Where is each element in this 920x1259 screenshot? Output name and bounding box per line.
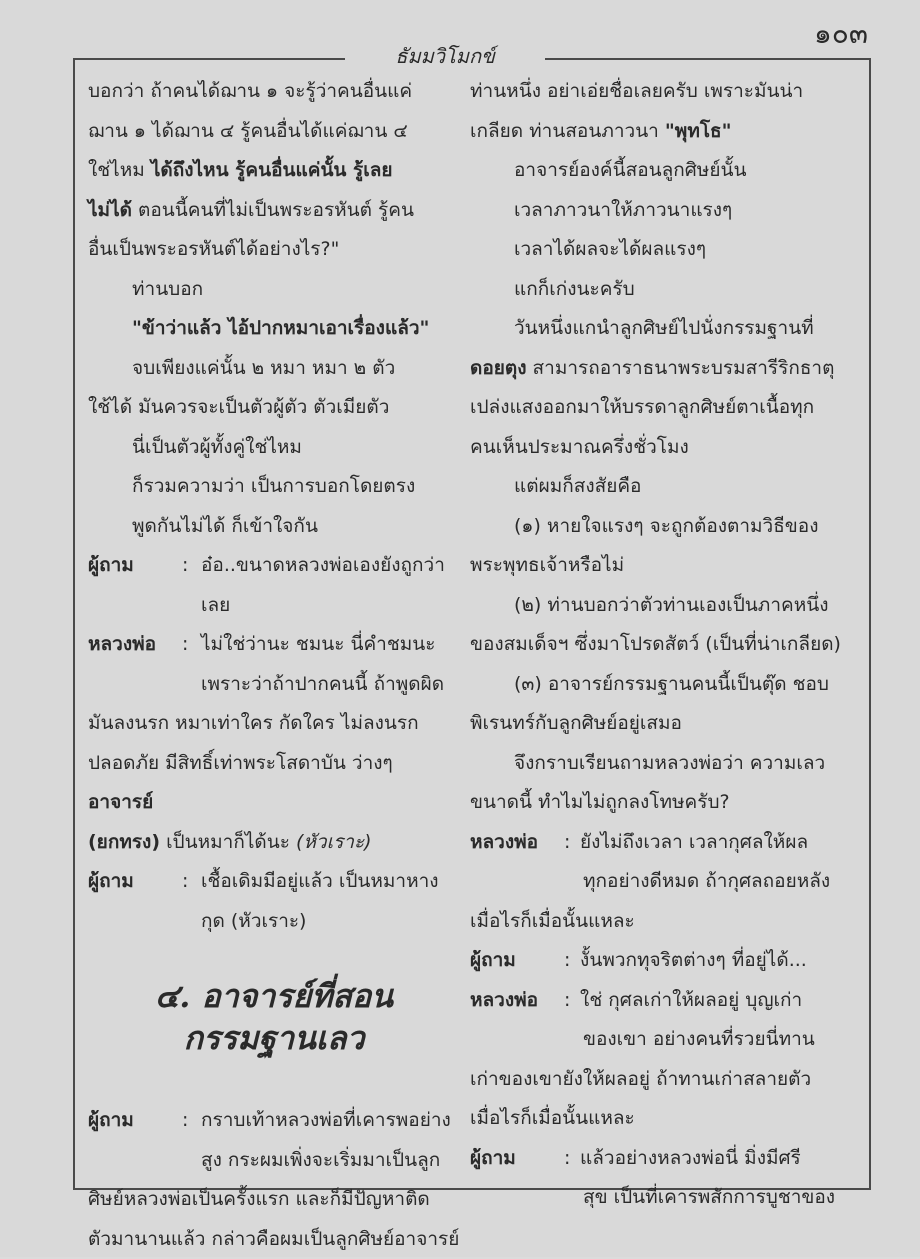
text-line: (๓) อาจารย์กรรมฐานคนนี้เป็นตุ๊ด ชอบ: [470, 665, 850, 705]
speaker-label: หลวงพ่อ: [470, 981, 564, 1021]
bold-phrase: ดอยตุง: [470, 357, 527, 379]
text-line: ท่านหนึ่ง อย่าเอ่ยชื่อเลยครับ เพราะมันน่า: [470, 72, 850, 112]
text-line: จึงกราบเรียนถามหลวงพ่อว่า ความเลว: [470, 744, 850, 784]
text-line: เวลาภาวนาให้ภาวนาแรงๆ: [470, 191, 850, 231]
text-line: ไม่ได้ ตอนนี้คนที่ไม่เป็นพระอรหันต์ รู้คน: [88, 191, 460, 231]
dialogue-line: มันลงนรก หมาเท่าใคร กัดใคร ไม่ลงนรก: [88, 704, 460, 744]
dialogue-line: สุข เป็นที่เคารพสักการบูชาของ: [470, 1178, 850, 1218]
dialogue-line: หลวงพ่อ : ไม่ใช่ว่านะ ชมนะ นี่คำชมนะ: [88, 625, 460, 665]
text-line: แต่ผมก็สงสัยคือ: [470, 467, 850, 507]
text-line: นี่เป็นตัวผู้ทั้งคู่ใช่ไหม: [88, 428, 460, 468]
text-line: พูดกันไม่ได้ ก็เข้าใจกัน: [88, 507, 460, 547]
dialogue-line: ผู้ถาม : อ๋อ..ขนาดหลวงพ่อเองยังถูกว่า: [88, 546, 460, 586]
dialogue-line: (ยกทรง) เป็นหมาก็ได้นะ (หัวเราะ): [88, 823, 460, 863]
text-line: บอกว่า ถ้าคนได้ฌาน ๑ จะรู้ว่าคนอื่นแค่: [88, 72, 460, 112]
text-line: เวลาได้ผลจะได้ผลแรงๆ: [470, 230, 850, 270]
speaker-label: ผู้ถาม: [88, 546, 182, 586]
dialogue-line: เลย: [88, 586, 460, 626]
dialogue-line: ทุกอย่างดีหมด ถ้ากุศลถอยหลัง: [470, 862, 850, 902]
speaker-label: หลวงพ่อ: [470, 823, 564, 863]
text-line: แกก็เก่งนะครับ: [470, 270, 850, 310]
dialogue-line: ผู้ถาม : เชื้อเดิมมีอยู่แล้ว เป็นหมาหาง: [88, 862, 460, 902]
dialogue-line: เมื่อไรก็เมื่อนั้นแหละ: [470, 1099, 850, 1139]
text-line: เกลียด ท่านสอนภาวนา "พุทโธ": [470, 112, 850, 152]
bold-phrase: ได้ถึงไหน รู้คนอื่นแค่นั้น รู้เลย: [151, 159, 393, 181]
dialogue-line: สูง กระผมเพิ่งจะเริ่มมาเป็นลูก: [88, 1141, 460, 1181]
text-line: ก็รวมความว่า เป็นการบอกโดยตรง: [88, 467, 460, 507]
dialogue-line: ของเขา อย่างคนที่รวยนี่ทาน: [470, 1020, 850, 1060]
dialogue-line: กุด (หัวเราะ): [88, 902, 460, 942]
bold-phrase: "พุทโธ": [665, 120, 732, 142]
text-line: (๑) หายใจแรงๆ จะถูกต้องตามวิธีของ: [470, 507, 850, 547]
text-line: ท่านบอก: [88, 270, 460, 310]
dialogue-line: ตัวมานานแล้ว กล่าวคือผมเป็นลูกศิษย์อาจารย์: [88, 1220, 460, 1259]
dialogue-line: ผู้ถาม : งั้นพวกทุจริตต่างๆ ที่อยู่ได้...: [470, 941, 850, 981]
text-line: ใช้ได้ มันควรจะเป็นตัวผู้ตัว ตัวเมียตัว: [88, 388, 460, 428]
dialogue-line: ปลอดภัย มีสิทธิ์เท่าพระโสดาบัน ว่างๆ อาจารย์: [88, 744, 460, 823]
text-line: พระพุทธเจ้าหรือไม่: [470, 546, 850, 586]
text-line: ดอยตุง สามารถอาราธนาพระบรมสารีริกธาตุ: [470, 349, 850, 389]
dialogue-line: เก่าของเขายังให้ผลอยู่ ถ้าทานเก่าสลายตัว: [470, 1060, 850, 1100]
page-number: ๑๐๓: [814, 12, 868, 56]
bold-phrase: อาจารย์: [88, 791, 153, 813]
dialogue-line: เพราะว่าถ้าปากคนนี้ ถ้าพูดผิด: [88, 665, 460, 705]
text-line: ของสมเด็จฯ ซึ่งมาโปรดสัตว์ (เป็นที่น่าเกลียด): [470, 625, 850, 665]
speaker-label: หลวงพ่อ: [88, 625, 182, 665]
speaker-label: ผู้ถาม: [88, 1101, 182, 1141]
dialogue-line: ศิษย์หลวงพ่อเป็นครั้งแรก และก็มีปัญหาติด: [88, 1180, 460, 1220]
text-line: ใช่ไหม ได้ถึงไหน รู้คนอื่นแค่นั้น รู้เลย: [88, 151, 460, 191]
italic-aside: (หัวเราะ): [296, 831, 372, 853]
dialogue-line: ผู้ถาม : กราบเท้าหลวงพ่อที่เคารพอย่าง: [88, 1101, 460, 1141]
text-line: ฌาน ๑ ได้ฌาน ๔ รู้คนอื่นได้แค่ฌาน ๔: [88, 112, 460, 152]
text-line: ขนาดนี้ ทำไมไม่ถูกลงโทษครับ?: [470, 783, 850, 823]
text-line: จบเพียงแค่นั้น ๒ หมา หมา ๒ ตัว: [88, 349, 460, 389]
dialogue-line: หลวงพ่อ : ยังไม่ถึงเวลา เวลากุศลให้ผล: [470, 823, 850, 863]
dialogue-line: เมื่อไรก็เมื่อนั้นแหละ: [470, 902, 850, 942]
right-column: [470, 72, 850, 1218]
text-line: (๒) ท่านบอกว่าตัวท่านเองเป็นภาคหนึ่ง: [470, 586, 850, 626]
chapter-title: ๔. อาจารย์ที่สอน กรรมฐานเลว: [88, 975, 460, 1059]
speaker-label: ผู้ถาม: [470, 1139, 564, 1179]
running-head: ธัมมวิโมกข์: [345, 40, 545, 72]
text-line: เปล่งแสงออกมาให้บรรดาลูกศิษย์ตาเนื้อทุก: [470, 388, 850, 428]
text-line: วันหนึ่งแกนำลูกศิษย์ไปนั่งกรรมฐานที่: [470, 309, 850, 349]
left-column: [88, 72, 460, 1259]
dialogue-line: ผู้ถาม : แล้วอย่างหลวงพ่อนี่ มิ่งมีศรี: [470, 1139, 850, 1179]
speaker-label: ผู้ถาม: [470, 941, 564, 981]
text-line: พิเรนทร์กับลูกศิษย์อยู่เสมอ: [470, 704, 850, 744]
quote-line: "ข้าว่าแล้ว ไอ้ปากหมาเอาเรื่องแล้ว": [88, 309, 460, 349]
text-line: คนเห็นประมาณครึ่งชั่วโมง: [470, 428, 850, 468]
speaker-label: ผู้ถาม: [88, 862, 182, 902]
text-line: อาจารย์องค์นี้สอนลูกศิษย์นั้น: [470, 151, 850, 191]
bold-phrase: (ยกทรง): [88, 831, 160, 853]
dialogue-line: หลวงพ่อ : ใช่ กุศลเก่าให้ผลอยู่ บุญเก่า: [470, 981, 850, 1021]
text-line: อื่นเป็นพระอรหันต์ได้อย่างไร?": [88, 230, 460, 270]
bold-phrase: ไม่ได้: [88, 199, 132, 221]
